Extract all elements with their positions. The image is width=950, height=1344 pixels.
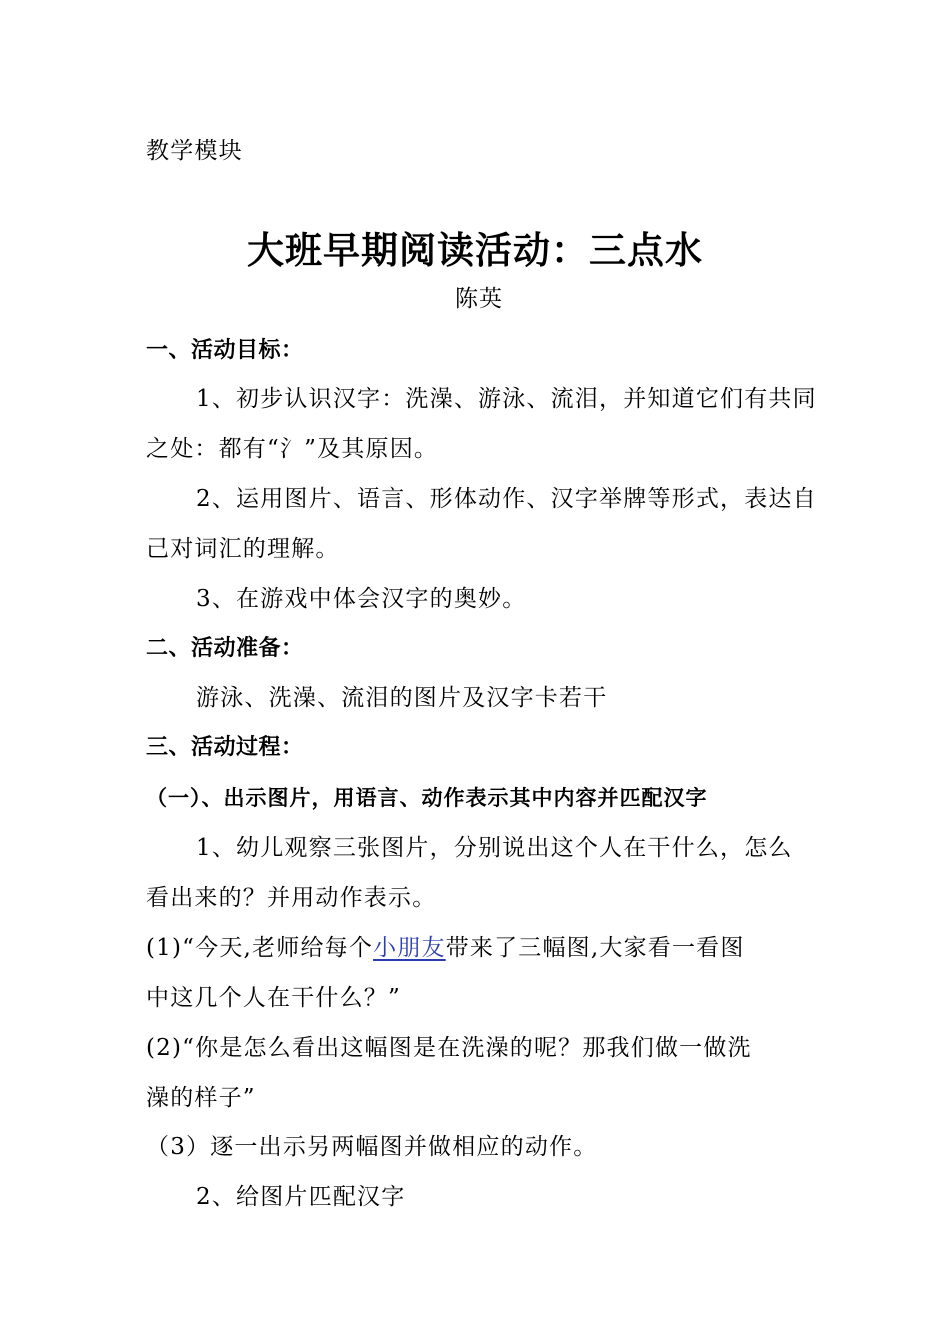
kids-link[interactable]: 小朋友 <box>373 935 446 961</box>
section-heading-process: 三、活动过程： <box>146 735 304 760</box>
goal-2-line-1: 2、运用图片、语言、形体动作、汉字举牌等形式，表达自 <box>196 486 817 512</box>
question-1-text-after: 带来了三幅图,大家看一看图 <box>445 935 745 961</box>
goal-2-line-2: 己对词汇的理解。 <box>146 536 340 562</box>
question-2-line-1: (2)“你是怎么看出这幅图是在洗澡的呢？那我们做一做洗 <box>146 1035 752 1061</box>
question-2-line-2: 澡的样子” <box>146 1085 256 1111</box>
goal-1-line-2: 之处：都有“氵”及其原因。 <box>146 436 439 462</box>
step-1-line-2: 看出来的？并用动作表示。 <box>146 885 437 911</box>
section-heading-preparation: 二、活动准备： <box>146 636 304 661</box>
category-label: 教学模块 <box>146 138 243 164</box>
page-title: 大班早期阅读活动：三点水 <box>247 228 703 272</box>
question-1-text-before: (1)“今天,老师给每个 <box>146 935 374 961</box>
process-subheading-1: （一）、出示图片，用语言、动作表示其中内容并匹配汉字 <box>146 785 708 810</box>
goal-3: 3、在游戏中体会汉字的奥妙。 <box>196 586 527 612</box>
author-name: 陈英 <box>455 286 503 312</box>
step-1-line-1: 1、幼儿观察三张图片，分别说出这个人在干什么，怎么 <box>196 835 793 861</box>
preparation-text: 游泳、洗澡、流泪的图片及汉字卡若干 <box>196 685 608 711</box>
question-3: （3）逐一出示另两幅图并做相应的动作。 <box>146 1134 598 1160</box>
question-1-line-2: 中这几个人在干什么？” <box>146 985 401 1011</box>
section-heading-goals: 一、活动目标： <box>146 338 304 363</box>
goal-1-line-1: 1、初步认识汉字：洗澡、游泳、流泪，并知道它们有共同 <box>196 386 817 412</box>
question-1-line-1 <box>146 933 745 963</box>
step-2: 2、给图片匹配汉字 <box>196 1184 406 1210</box>
